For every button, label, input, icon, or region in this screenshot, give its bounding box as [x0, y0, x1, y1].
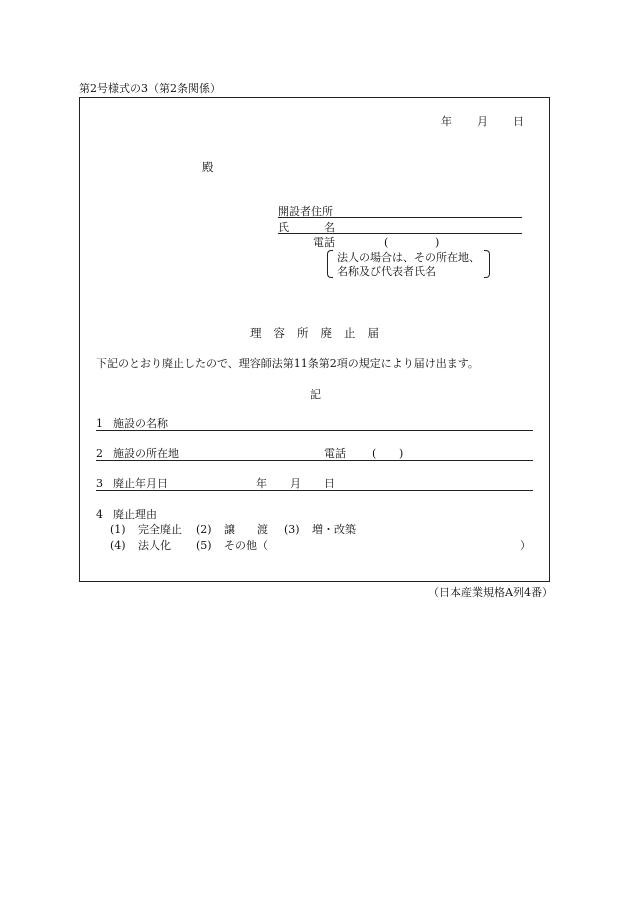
item3-label: 廃止年月日 — [113, 477, 168, 490]
corporate-note-line2: 名称及び代表者氏名 — [337, 265, 436, 278]
applicant-name-label-1: 氏 — [278, 221, 289, 234]
reason-option-2-num: (2) — [196, 523, 212, 536]
corporate-note-bracket-right — [484, 250, 490, 278]
reason-option-4-num: (4) — [110, 539, 126, 552]
reason-option-4-label: 法人化 — [138, 539, 171, 552]
item1-number: 1 — [96, 417, 103, 430]
applicant-address-line — [278, 217, 522, 218]
item2-paren-close: ) — [399, 447, 404, 460]
applicant-phone-paren-close: ) — [435, 236, 440, 249]
paper-size-note: （日本産業規格A列4番） — [428, 586, 553, 599]
body-statement: 下記のとおり廃止したので、理容師法第11条第2項の規定により届け出ます。 — [96, 357, 479, 370]
applicant-phone-label: 電話 — [313, 236, 335, 249]
item3-year-label: 年 — [256, 477, 267, 490]
item1-line — [96, 430, 533, 431]
corporate-note-line1: 法人の場合は、その所在地、 — [337, 251, 480, 264]
applicant-phone-paren-open: ( — [384, 236, 389, 249]
item2-number: 2 — [96, 447, 103, 460]
item3-day-label: 日 — [324, 477, 335, 490]
reason-option-2-label: 譲 渡 — [224, 523, 268, 536]
addressee-honorific: 殿 — [202, 160, 214, 174]
item3-number: 3 — [96, 477, 103, 490]
corporate-note-bracket-left — [327, 250, 333, 278]
item4-label: 廃止理由 — [113, 508, 157, 521]
item2-phone-label: 電話 — [324, 447, 346, 460]
applicant-address-label: 開設者住所 — [278, 205, 333, 218]
ki-heading: 記 — [310, 388, 321, 401]
reason-close-paren: ） — [520, 539, 531, 552]
reason-option-1-label: 完全廃止 — [138, 523, 182, 536]
item4-number: 4 — [96, 508, 103, 521]
item2-label: 施設の所在地 — [113, 447, 179, 460]
form-number: 第2号様式の3（第2条関係） — [79, 82, 221, 95]
date-year-label: 年 — [441, 115, 452, 128]
document-title: 理容所廃止届 — [250, 326, 391, 340]
item2-line — [96, 460, 533, 461]
applicant-name-line — [278, 233, 522, 234]
item2-paren-open: ( — [372, 447, 377, 460]
item3-line — [96, 490, 533, 491]
reason-option-1-num: (1) — [110, 523, 126, 536]
applicant-name-label-2: 名 — [324, 221, 335, 234]
item3-month-label: 月 — [290, 477, 301, 490]
reason-option-3-label: 増・改築 — [312, 523, 356, 536]
reason-option-5-label: その他（ — [224, 539, 268, 552]
item1-label: 施設の名称 — [113, 417, 168, 430]
date-day-label: 日 — [513, 115, 524, 128]
reason-option-5-num: (5) — [196, 539, 212, 552]
reason-option-3-num: (3) — [284, 523, 300, 536]
date-month-label: 月 — [477, 115, 488, 128]
